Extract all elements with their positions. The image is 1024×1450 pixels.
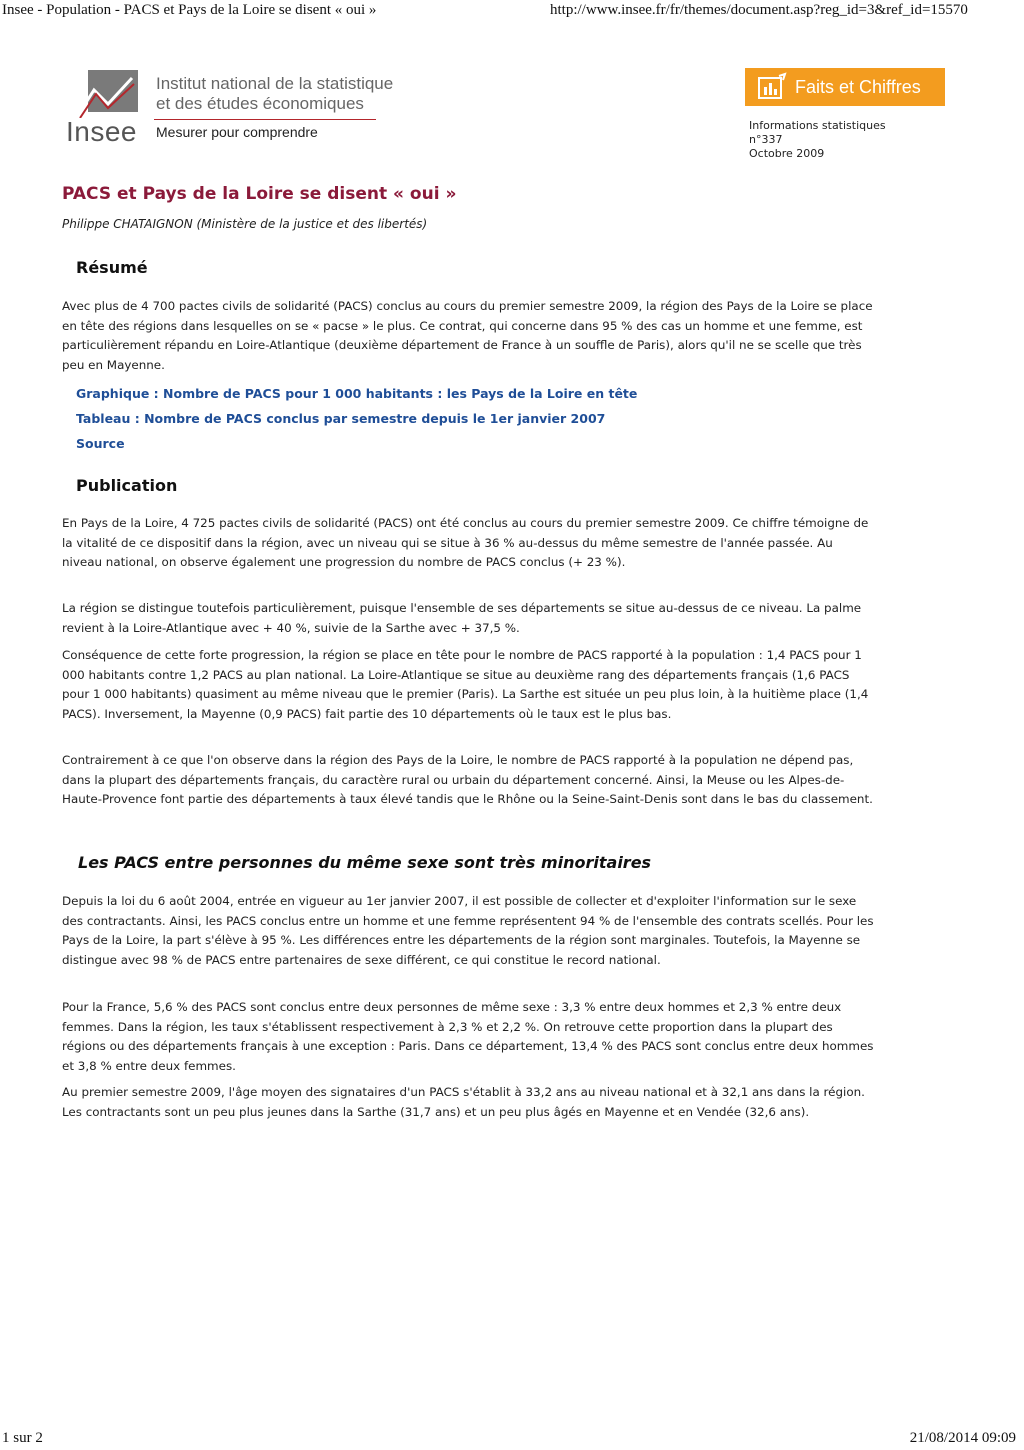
publication-heading: Publication (76, 476, 178, 495)
resume-heading: Résumé (76, 258, 148, 277)
print-header (2, 2, 1024, 24)
faits-et-chiffres-label: Faits et Chiffres (795, 76, 921, 97)
subsection-heading: Les PACS entre personnes du même sexe sont très minoritaires (78, 853, 652, 872)
logo-divider (154, 119, 376, 120)
institute-name-line1: Institut national de la statistique (156, 74, 394, 93)
insee-wordmark: Insee (66, 116, 137, 147)
chart-link[interactable]: Graphique : Nombre de PACS pour 1 000 habitants : les Pays de la Loire en tête (76, 386, 638, 401)
publication-paragraph-4: Contrairement à ce que l'on observe dans la région des Pays de la Loire, le nombre de PACS rapporté à la population ne dépend pas, dans la plupart des départements français, du caractère rural ou urbain du département concerné. Ainsi, la Meuse ou les Alpes-de-Haute-Provence font partie des départements à taux élevé tandis que le Rhône ou la Seine-Saint-Denis sont dans le bas du classement. (62, 753, 873, 807)
faits-et-chiffres-badge[interactable] (745, 68, 945, 106)
source-link[interactable]: Source (76, 436, 125, 451)
publication-series: Informations statistiques (749, 119, 886, 132)
article-title: PACS et Pays de la Loire se disent « oui » (62, 184, 457, 204)
publication-paragraph-3: Conséquence de cette forte progression, la région se place en tête pour le nombre de PACS rapporté à la population : 1,4 PACS pour 1 000 habitants contre 1,2 PACS au plan national. La Loire-Atlantique se situe au deuxième rang des départements français (1,6 PACS pour 1 000 habitants) quasiment au même niveau que le premier (Paris). La Sarthe est située un peu plus loin, à la huitième place (1,4 PACS). Inversement, la Mayenne (0,9 PACS) fait partie des 10 départements où le taux est le plus bas. (62, 648, 869, 721)
print-header-url: http://www.insee.fr/fr/themes/document.asp?reg_id=3&ref_id=15570 (550, 2, 968, 18)
print-header-title: Insee - Population - PACS et Pays de la Loire se disent « oui » (2, 2, 377, 18)
print-footer (2, 1430, 1022, 1447)
chart-clipboard-icon (755, 72, 789, 102)
publication-date: Octobre 2009 (749, 147, 825, 160)
publication-paragraph-2: La région se distingue toutefois particulièrement, puisque l'ensemble de ses départements se situe au-dessus de ce niveau. La palme revient à la Loire-Atlantique avec + 40 %, suivie de la Sarthe avec + 37,5 %. (62, 601, 862, 635)
print-datetime: 21/08/2014 09:09 (909, 1430, 1016, 1446)
subsection-paragraph-2: Pour la France, 5,6 % des PACS sont conclus entre deux personnes de même sexe : 3,3 % entre deux hommes et 2,3 % entre deux femmes. Dans la région, les taux s'établissent respectivement à 2,3 % et 2,2 %. On retrouve cette proportion dans la plupart des régions ou des départements français à une exception : Paris. Dans ce département, 13,4 % des PACS sont conclus entre deux hommes et 3,8 % entre deux femmes. (62, 1000, 874, 1073)
insee-tagline: Mesurer pour comprendre (156, 124, 318, 140)
subsection-paragraph-3: Au premier semestre 2009, l'âge moyen des signataires d'un PACS s'établit à 33,2 ans au niveau national et à 32,1 ans dans la région. Les contractants sont un peu plus jeunes dans la Sarthe (31,7 ans) et un peu plus âgés en Mayenne et en Vendée (32,6 ans). (62, 1085, 865, 1119)
insee-logo-mark-icon (74, 70, 138, 118)
subsection-paragraph-1: Depuis la loi du 6 août 2004, entrée en vigueur au 1er janvier 2007, il est possible de collecter et d'exploiter l'information sur le sexe des contractants. Ainsi, les PACS conclus entre un homme et une femme représentent 94 % de l'ensemble des contrats scellés. Pour les Pays de la Loire, la part s'élève à 95 %. Les différences entre les départements de la région sont marginales. Toutefois, la Mayenne se distingue avec 98 % de PACS entre partenaires de sexe différent, ce qui constitue le record national. (62, 894, 874, 967)
table-link[interactable]: Tableau : Nombre de PACS conclus par semestre depuis le 1er janvier 2007 (76, 411, 606, 426)
publication-paragraph-1: En Pays de la Loire, 4 725 pactes civils de solidarité (PACS) ont été conclus au cours du premier semestre 2009. Ce chiffre témoigne de la vitalité de ce dispositif dans la région, avec un niveau qui se situe à 36 % au-dessus du même semestre de l'année passée. Au niveau national, on observe également une progression du nombre de PACS conclus (+ 23 %). (62, 516, 869, 570)
resume-text: Avec plus de 4 700 pactes civils de solidarité (PACS) conclus au cours du premier semestre 2009, la région des Pays de la Loire se place en tête des régions dans lesquelles on se « pacse » le plus. Ce contrat, qui concerne dans 95 % des cas un homme et une femme, est particulièrement répandu en Loire-Atlantique (deuxième département de France à un souffle de Paris), alors qu'il ne se scelle que très peu en Mayenne. (62, 299, 873, 372)
publication-number: n°337 (749, 133, 783, 146)
page-number: 1 sur 2 (2, 1430, 43, 1446)
institute-name-line2: et des études économiques (156, 94, 364, 113)
publication-info (749, 119, 886, 161)
insee-logo[interactable] (66, 68, 396, 148)
article-author: Philippe CHATAIGNON (Ministère de la justice et des libertés) (62, 217, 428, 231)
